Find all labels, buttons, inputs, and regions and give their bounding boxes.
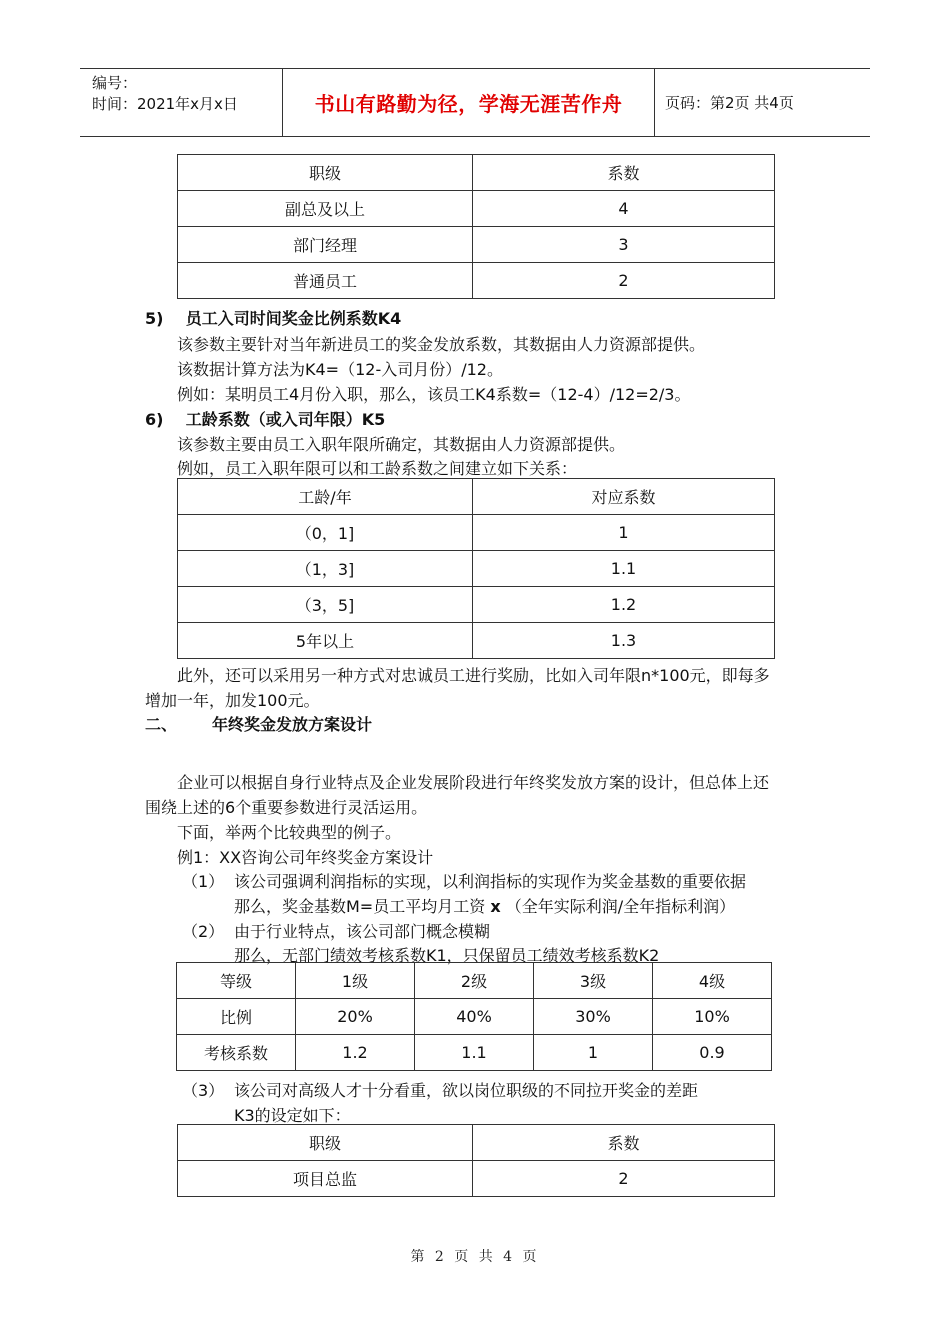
part-2-intro: 下面，举两个比较典型的例子。	[177, 823, 402, 842]
table-header-cell: 4级	[653, 963, 772, 999]
table-header-row	[178, 1125, 775, 1161]
table-header-cell: 等级	[177, 963, 296, 999]
table-cell: 1.2	[296, 1035, 415, 1071]
table-header-row	[178, 155, 775, 191]
table-row	[178, 587, 775, 623]
section-5-heading: 5) 员工入司时间奖金比例系数K4	[145, 309, 402, 328]
table-header-cell: 对应系数	[473, 479, 775, 515]
table-cell: 项目总监	[178, 1161, 473, 1197]
page-header	[80, 68, 870, 137]
rank-coefficient-table	[177, 154, 775, 299]
table-header-row	[177, 963, 772, 999]
table-row	[178, 191, 775, 227]
performance-grade-table	[176, 962, 772, 1071]
table-cell: 0.9	[653, 1035, 772, 1071]
table-cell: 2	[473, 263, 775, 299]
item-3-number: （3）	[182, 1081, 225, 1100]
header-motto: 书山有路勤为径，学海无涯苦作舟	[283, 69, 655, 136]
item-3-note: K3的设定如下：	[234, 1106, 351, 1125]
table-cell: 2	[473, 1161, 775, 1197]
table-cell: 1.2	[473, 587, 775, 623]
item-2-text: 由于行业特点，该公司部门概念模糊	[234, 922, 491, 941]
table-cell: 20%	[296, 999, 415, 1035]
item-3-text: 该公司对高级人才十分看重，欲以岗位职级的不同拉开奖金的差距	[234, 1081, 699, 1100]
item-1-formula-pre: 那么，奖金基数M=员工平均月工资	[234, 897, 486, 916]
section-6-paragraph: 该参数主要由员工入职年限所确定，其数据由人力资源部提供。	[177, 435, 626, 454]
section-5-example: 例如：某明员工4月份入职，那么，该员工K4系数=（12-4）/12=2/3。	[177, 385, 691, 404]
item-1-formula-x: x	[490, 897, 501, 916]
item-1-number: （1）	[182, 872, 225, 891]
table-cell: 部门经理	[178, 227, 473, 263]
part-2-heading: 年终奖金发放方案设计	[212, 715, 373, 734]
table-row	[178, 263, 775, 299]
table-cell: 5年以上	[178, 623, 473, 659]
table-cell: 3	[473, 227, 775, 263]
table-cell: 普通员工	[178, 263, 473, 299]
table-header-cell: 3级	[534, 963, 653, 999]
table-header-cell: 1级	[296, 963, 415, 999]
item-1-text: 该公司强调利润指标的实现，以利润指标的实现作为奖金基数的重要依据	[234, 872, 747, 891]
seniority-coefficient-table	[177, 478, 775, 659]
table-cell: 比例	[177, 999, 296, 1035]
extra-reward-paragraph: 此外，还可以采用另一种方式对忠诚员工进行奖励，比如入司年限n*100元，即每多	[177, 666, 770, 685]
table-cell: 30%	[534, 999, 653, 1035]
header-meta	[80, 69, 283, 136]
table-cell: 1.1	[473, 551, 775, 587]
table-header-cell: 工龄/年	[178, 479, 473, 515]
table-cell: 1	[473, 515, 775, 551]
table-row	[178, 623, 775, 659]
section-5-paragraph: 该参数主要针对当年新进员工的奖金发放系数，其数据由人力资源部提供。	[177, 335, 706, 354]
item-1-formula-post: （全年实际利润/全年指标利润）	[505, 897, 736, 916]
table-cell: 4	[473, 191, 775, 227]
table-row	[177, 1035, 772, 1071]
item-1-formula	[234, 894, 735, 917]
table-cell: （0，1]	[178, 515, 473, 551]
table-header-cell: 系数	[473, 155, 775, 191]
table-row	[178, 227, 775, 263]
table-header-cell: 2级	[415, 963, 534, 999]
table-header-row	[178, 479, 775, 515]
table-row	[178, 515, 775, 551]
table-cell: 考核系数	[177, 1035, 296, 1071]
table-header-cell: 职级	[178, 1125, 473, 1161]
page-footer: 第 2 页 共 4 页	[410, 1249, 540, 1265]
table-cell: 副总及以上	[178, 191, 473, 227]
table-cell: 40%	[415, 999, 534, 1035]
table-row	[178, 551, 775, 587]
extra-reward-paragraph-cont: 增加一年，加发100元。	[145, 691, 320, 710]
k3-rank-table	[177, 1124, 775, 1197]
table-cell: （3，5]	[178, 587, 473, 623]
table-cell: （1，3]	[178, 551, 473, 587]
header-page-number: 页码：第2页 共4页	[665, 94, 794, 112]
example-1-title: 例1：XX咨询公司年终奖金方案设计	[177, 848, 434, 867]
section-6-heading: 6) 工龄系数（或入司年限）K5	[145, 410, 386, 429]
table-cell: 1	[534, 1035, 653, 1071]
document-date-label: 时间：2021年x月x日	[92, 95, 238, 113]
part-2-number: 二、	[145, 715, 178, 734]
table-cell: 1.3	[473, 623, 775, 659]
item-2-note: 那么，无部门绩效考核系数K1，只保留员工绩效考核系数K2	[234, 946, 660, 965]
table-cell: 1.1	[415, 1035, 534, 1071]
section-6-example: 例如，员工入职年限可以和工龄系数之间建立如下关系：	[177, 459, 578, 478]
part-2-paragraph: 企业可以根据自身行业特点及企业发展阶段进行年终奖发放方案的设计，但总体上还	[177, 773, 770, 792]
table-row	[178, 1161, 775, 1197]
part-2-paragraph-cont: 围绕上述的6个重要参数进行灵活运用。	[145, 798, 428, 817]
item-2-number: （2）	[182, 922, 225, 941]
section-5-formula: 该数据计算方法为K4=（12-入司月份）/12。	[177, 360, 503, 379]
table-cell: 10%	[653, 999, 772, 1035]
table-row	[177, 999, 772, 1035]
table-header-cell: 系数	[473, 1125, 775, 1161]
table-header-cell: 职级	[178, 155, 473, 191]
document-number-label: 编号：	[92, 74, 138, 92]
